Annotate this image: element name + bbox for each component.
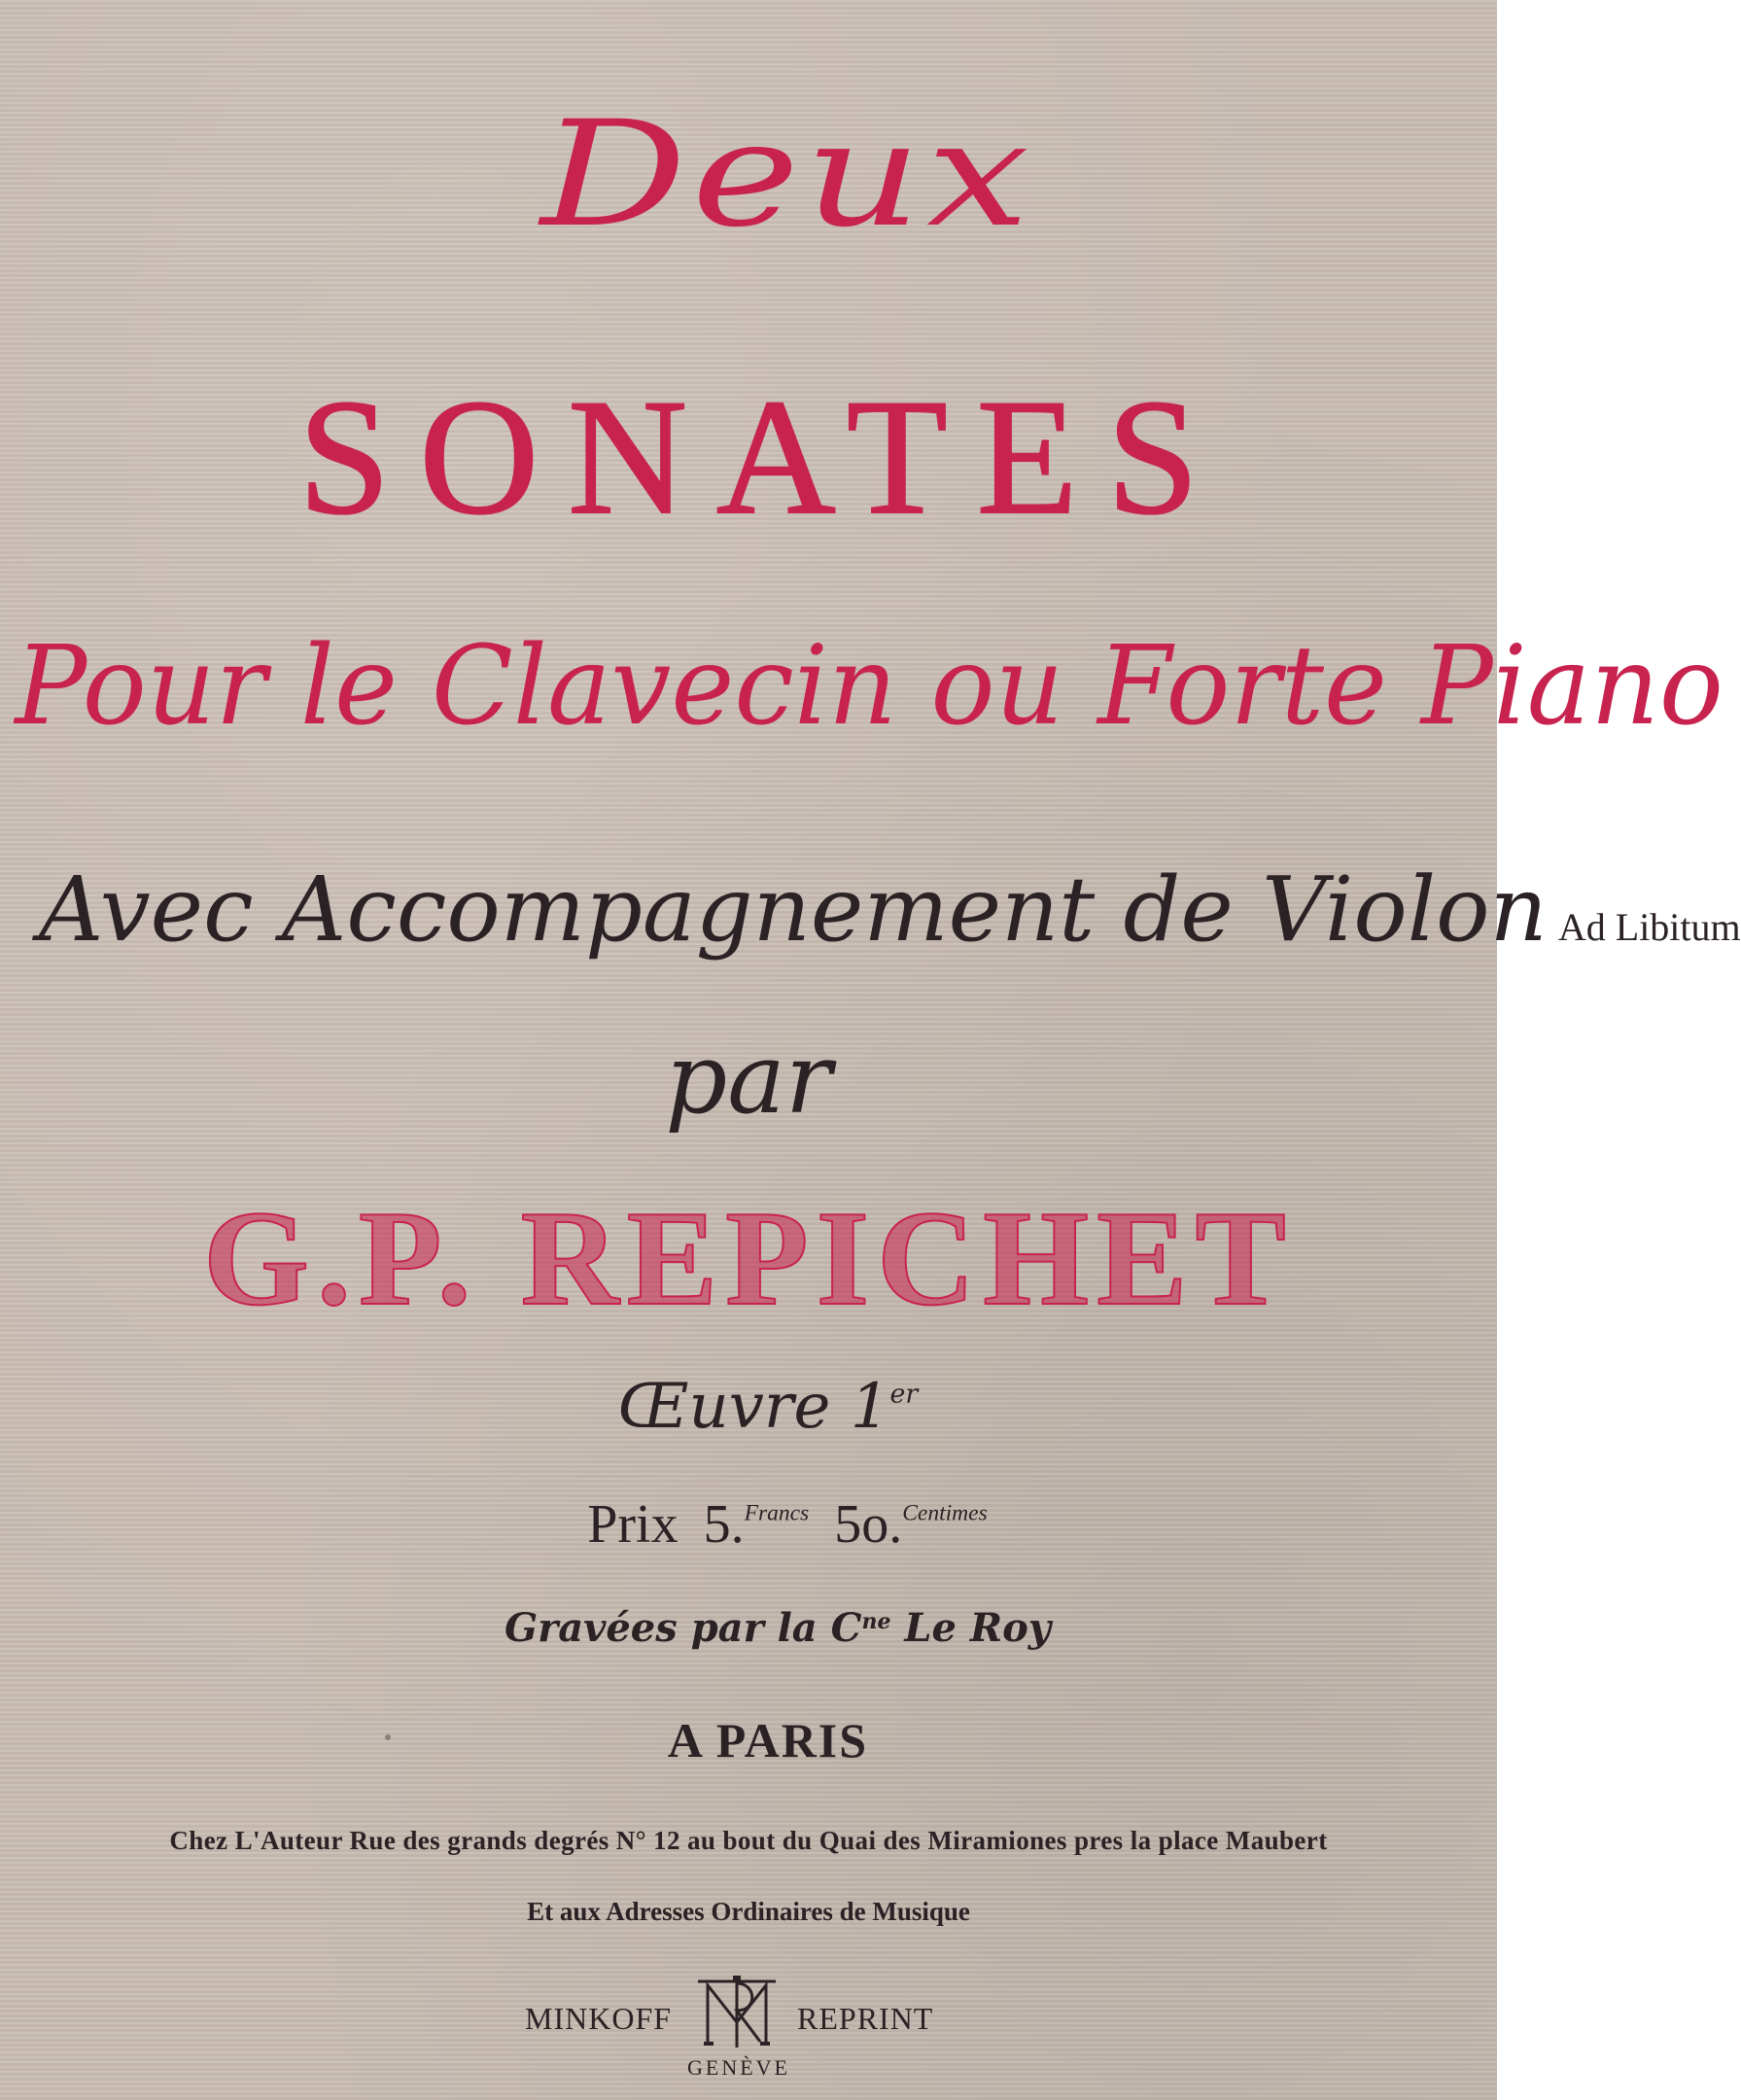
subtitle-instruments: Pour le Clavecin ou Forte Piano (15, 623, 1724, 750)
price-label: Prix (587, 1494, 679, 1555)
composer-name: G.P. REPICHET (203, 1183, 1294, 1334)
engraver-line (29, 1605, 1526, 1651)
address-sub-text: Et aux Adresses Ordinaires de Musique (527, 1897, 970, 1926)
accompaniment-text: Avec Accompagnement de Violon (39, 858, 1548, 962)
publisher-right-text: REPRINT (797, 2001, 934, 2036)
publisher-mark (505, 1974, 992, 2081)
price-centimes-value: 5o. (834, 1494, 903, 1555)
opus-line (19, 1371, 1516, 1443)
ad-libitum-text: Ad Libitum (1557, 905, 1741, 949)
price-francs-value: 5. (703, 1494, 745, 1555)
address-text: Chez L'Auteur Rue des grands degrés N° 12 au bout du Quai des Miramiones pres la place Maubert (169, 1826, 1328, 1855)
city-text: A PARIS (667, 1713, 869, 1768)
engraver-prefix: Gravées par la C (504, 1605, 862, 1651)
engraver-suffix: Le Roy (890, 1605, 1052, 1651)
accompaniment-line (39, 858, 1741, 962)
publisher-city-text: GENÈVE (687, 2055, 790, 2080)
by-text: par (665, 1022, 832, 1136)
price-line (39, 1494, 1536, 1555)
opus-superscript: er (889, 1379, 919, 1410)
opus-label: Œuvre 1 (617, 1371, 890, 1443)
engraver-superscript: ne (861, 1608, 891, 1634)
mr-monogram-icon (688, 1974, 785, 2051)
price-francs-unit: Francs (744, 1500, 810, 1526)
title-deux: Deux (540, 90, 1034, 260)
publisher-left-text: MINKOFF (525, 2001, 673, 2036)
price-centimes-unit: Centimes (902, 1500, 988, 1526)
title-sonates: SONATES (297, 366, 1229, 548)
